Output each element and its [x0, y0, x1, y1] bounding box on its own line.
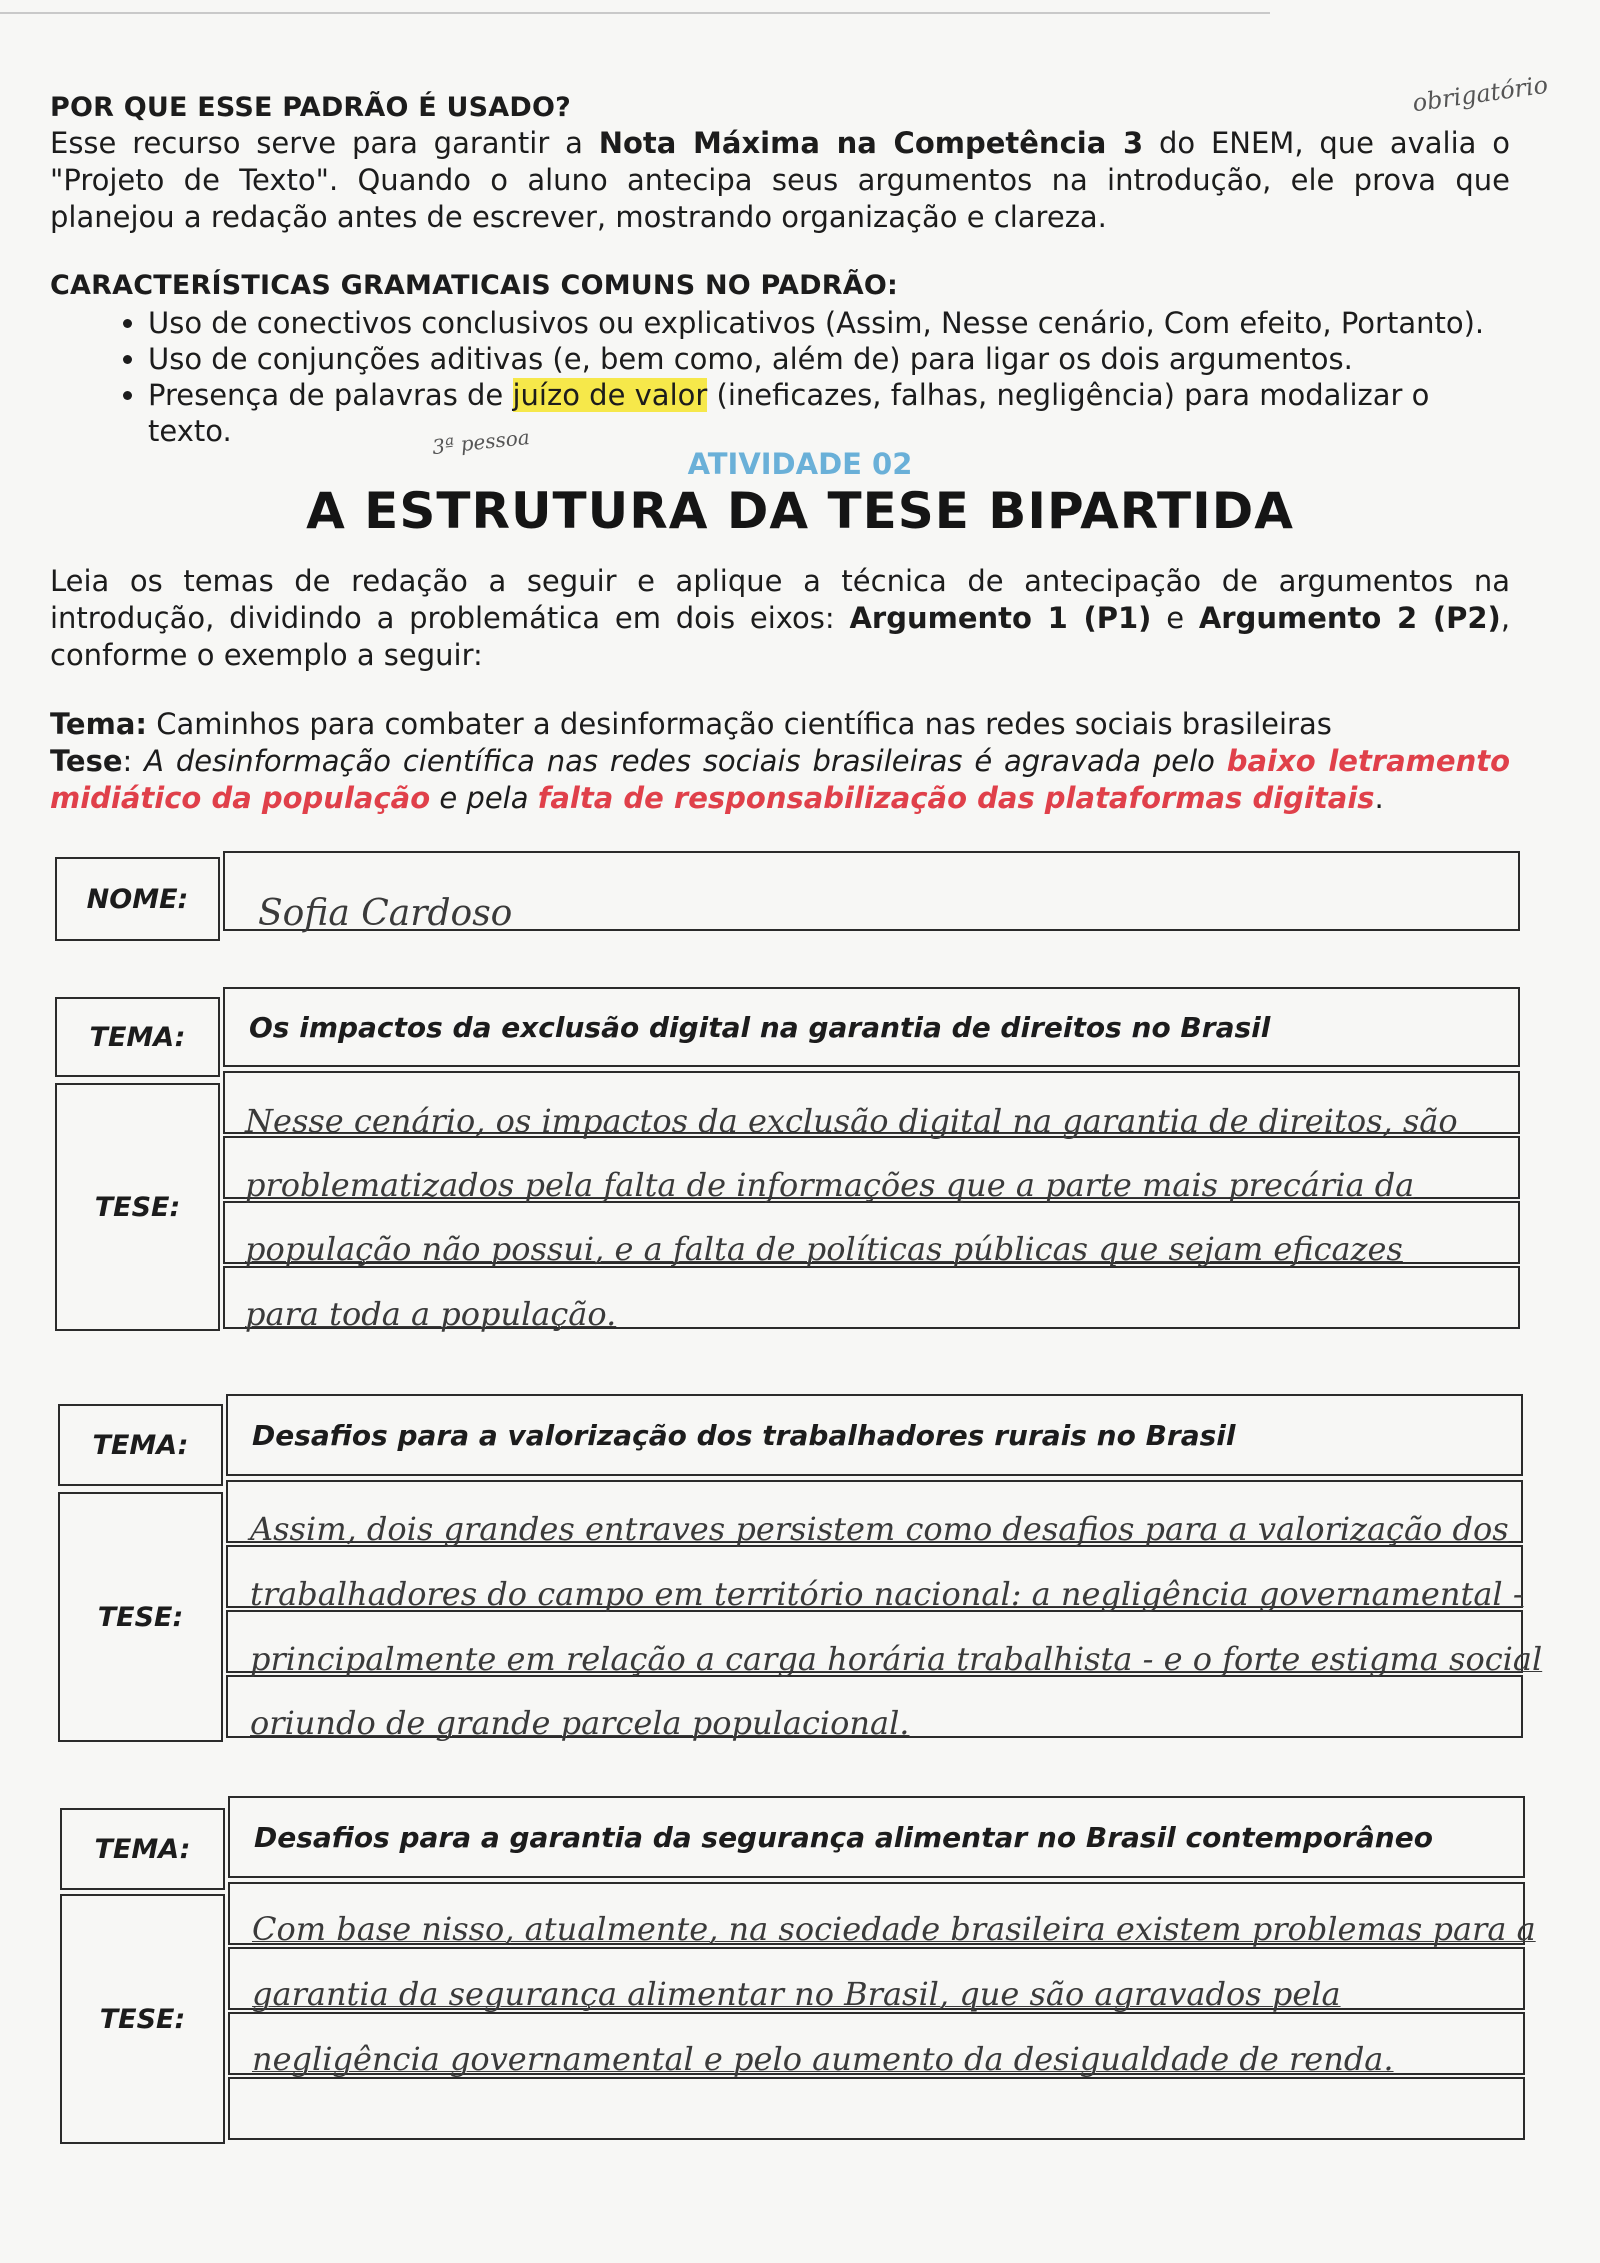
thesis-label: Tese — [50, 744, 123, 778]
list-item-text: Presença de palavras de — [148, 378, 513, 412]
tema-box — [228, 1796, 1525, 1878]
margin-note-terceira-pessoa: 3ª pessoa — [431, 424, 531, 460]
handwritten-line: população não possui, e a falta de políticas públicas que sejam eficazes — [245, 1230, 1403, 1268]
tema-label-box — [55, 997, 220, 1077]
example-theme — [50, 706, 1510, 743]
arg2-text: Argumento 2 (P2) — [1198, 601, 1501, 635]
handwritten-line: negligência governamental e pelo aumento da desigualdade de renda. — [252, 2040, 1394, 2078]
tese-label-box — [55, 1083, 220, 1331]
why-text: Esse recurso serve para garantir a — [50, 126, 599, 160]
margin-note-obrigatorio: obrigatório — [1410, 70, 1550, 118]
tema-label: TEMA: — [94, 1833, 191, 1865]
name-label-box — [55, 857, 220, 941]
thesis-argument-2: falta de responsabilização das plataformas digitais — [537, 781, 1375, 815]
tese-label-box — [60, 1894, 225, 2144]
handwritten-line: garantia da segurança alimentar no Brasil, que são agravados pela — [252, 1975, 1341, 2013]
tema-label: TEMA: — [89, 1021, 186, 1053]
why-text-rest: do ENEM, que avalia o "Projeto de Texto". Quando o aluno antecipa seus argumentos na introdução, ele prova que planejou a redação antes de escrever, mostrando organização e clareza. — [50, 126, 1510, 234]
why-paragraph — [50, 125, 1510, 236]
tese-label: TESE: — [99, 2003, 186, 2035]
activity-intro — [50, 563, 1510, 674]
list-item — [148, 377, 1510, 449]
intro-text: Leia os temas de redação a seguir e aplique a técnica de antecipação de argumentos na introdução, dividindo a problemática em dois eixos: — [50, 564, 1510, 635]
tema-box — [226, 1394, 1523, 1476]
thesis-argument-1: baixo letramento midiático da população — [50, 744, 1510, 815]
activity-label: ATIVIDADE 02 — [687, 447, 913, 481]
handwritten-line: principalmente em relação a carga horária trabalhista - e o forte estigma social — [250, 1640, 1543, 1678]
example-thesis — [50, 743, 1510, 817]
thesis-text: A desinformação científica nas redes sociais brasileiras é agravada pelo — [144, 744, 1227, 778]
handwritten-line: Assim, dois grandes entraves persistem como desafios para a valorização dos — [250, 1510, 1509, 1548]
intro-text: , conforme o exemplo a seguir: — [50, 601, 1511, 672]
tema-text: Desafios para a garantia da segurança alimentar no Brasil contemporâneo — [254, 1820, 1433, 1854]
tese-label: TESE: — [97, 1601, 184, 1633]
features-list — [50, 305, 1510, 449]
list-item: • Uso de conjunções aditivas (e, bem como, além de) para ligar os dois argumentos. — [148, 341, 1510, 377]
handwritten-line: para toda a população. — [245, 1295, 617, 1333]
thesis-colon: : — [122, 744, 145, 778]
handwritten-line: trabalhadores do campo em território nacional: a negligência governamental - — [250, 1575, 1524, 1613]
theme-label: Tema: — [50, 707, 147, 741]
name-value: Sofia Cardoso — [258, 893, 513, 934]
tema-label-box — [58, 1404, 223, 1486]
list-item-text: (ineficazes, falhas, negligência) para modalizar o texto. — [148, 378, 1430, 448]
tema-label-box — [60, 1808, 225, 1890]
why-bold: Nota Máxima na Competência 3 — [598, 126, 1144, 160]
handwritten-line: problematizados pela falta de informações que a parte mais precária da — [245, 1166, 1415, 1204]
list-item: • Uso de conectivos conclusivos ou explicativos (Assim, Nesse cenário, Com efeito, Portanto). — [148, 305, 1510, 341]
features-section — [50, 270, 1510, 449]
tema-text: Desafios para a valorização dos trabalhadores rurais no Brasil — [252, 1418, 1236, 1452]
thesis-end: . — [1374, 781, 1384, 815]
tese-label-box — [58, 1492, 223, 1742]
tese-line-box[interactable] — [228, 2077, 1525, 2140]
tema-label: TEMA: — [92, 1429, 189, 1461]
tema-box — [223, 987, 1520, 1067]
intro-text: e — [1151, 601, 1199, 635]
handwritten-line: oriundo de grande parcela populacional. — [250, 1704, 910, 1742]
handwritten-line: Nesse cenário, os impactos da exclusão digital na garantia de direitos, são — [245, 1102, 1458, 1140]
thesis-text: e pela — [430, 781, 538, 815]
example-block — [50, 706, 1510, 817]
name-label: NOME: — [86, 883, 189, 915]
tema-text: Os impactos da exclusão digital na garantia de direitos no Brasil — [249, 1010, 1271, 1044]
highlighted-text: juízo de valor — [512, 378, 708, 412]
top-rule — [0, 12, 1270, 14]
features-heading: CARACTERÍSTICAS GRAMATICAIS COMUNS NO PADRÃO: — [50, 270, 898, 301]
why-heading: POR QUE ESSE PADRÃO É USADO? — [50, 92, 572, 123]
why-section — [50, 92, 1510, 236]
page-title: A ESTRUTURA DA TESE BIPARTIDA — [306, 482, 1294, 540]
theme-text: Caminhos para combater a desinformação científica nas redes sociais brasileiras — [146, 707, 1332, 741]
arg1-text: Argumento 1 (P1) — [849, 601, 1152, 635]
tese-label: TESE: — [94, 1191, 181, 1223]
handwritten-line: Com base nisso, atualmente, na sociedade brasileira existem problemas para a — [252, 1910, 1536, 1948]
